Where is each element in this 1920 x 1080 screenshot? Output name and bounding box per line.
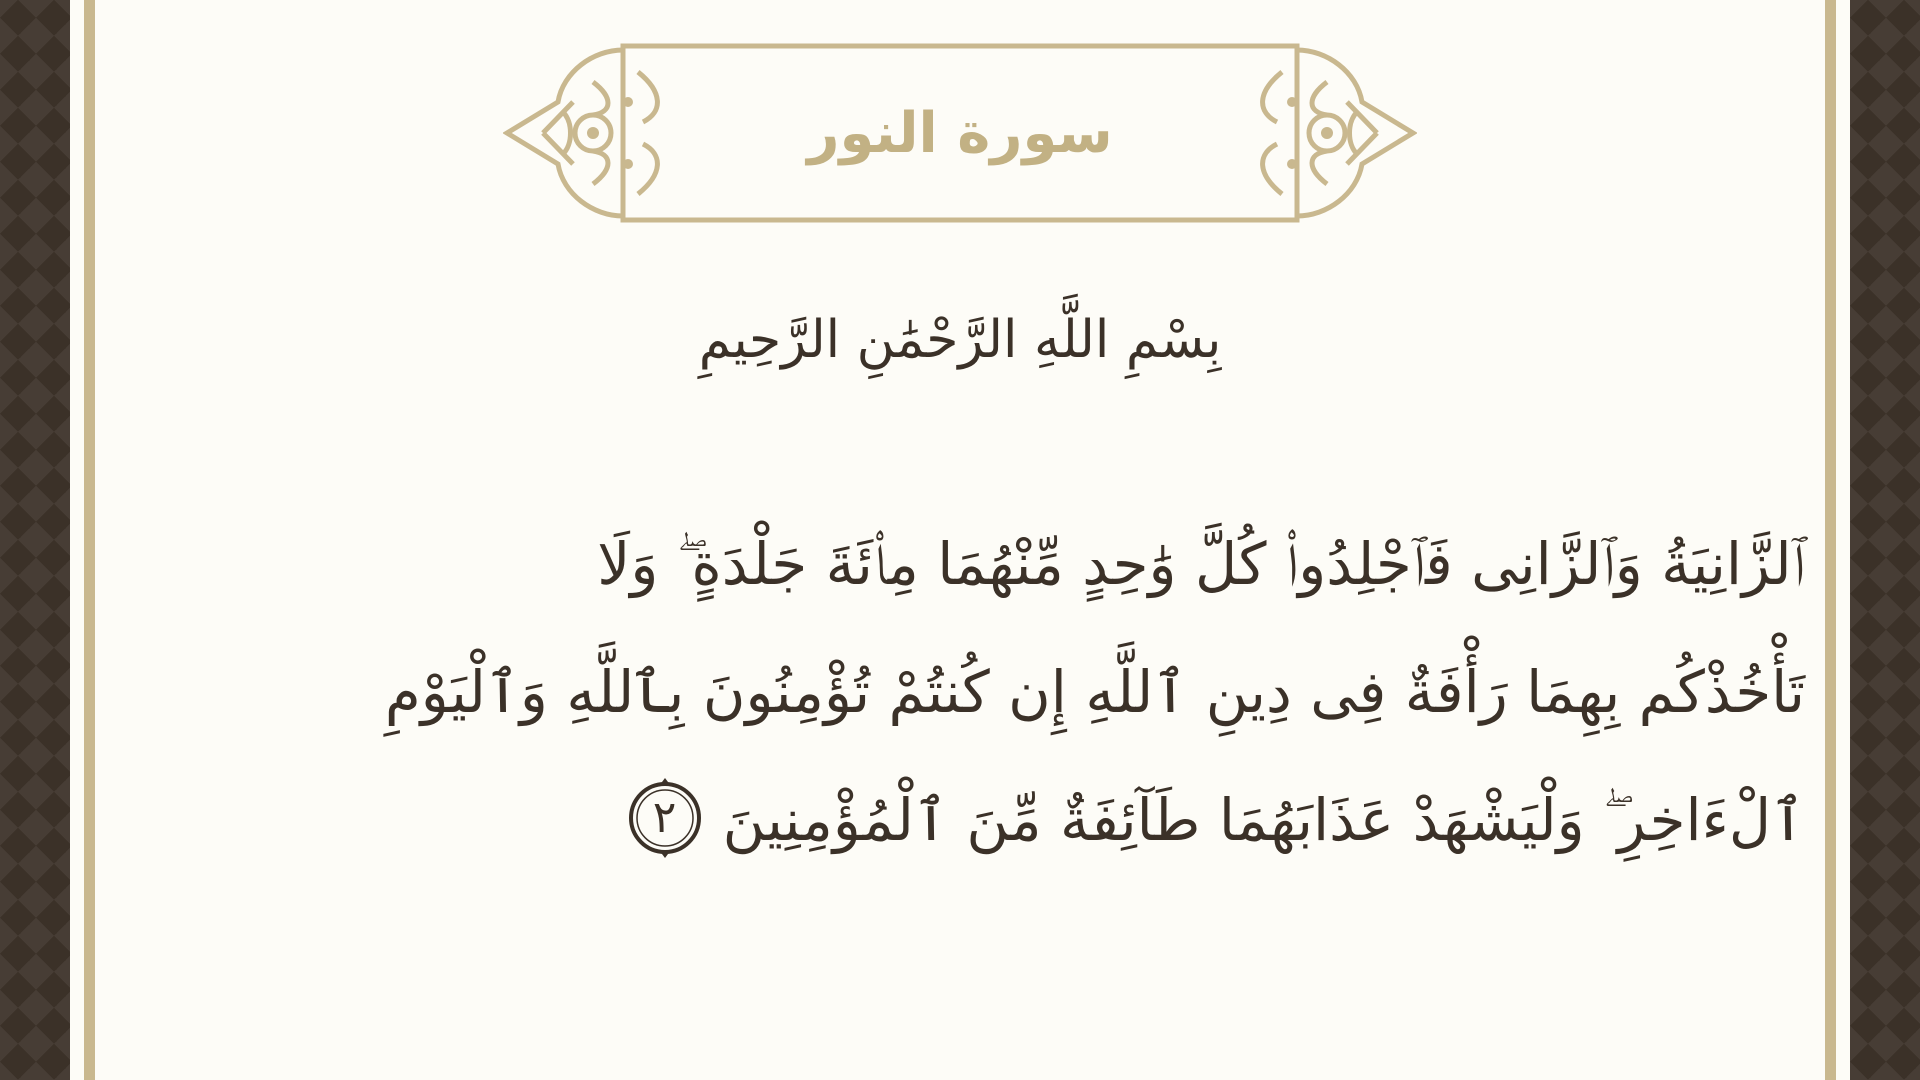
basmala: بِسْمِ اللَّهِ الرَّحْمَٰنِ الرَّحِيمِ: [698, 310, 1222, 370]
right-gold-line: [1825, 0, 1836, 1080]
ayah-end-marker-icon: [625, 778, 705, 858]
ayah-number: ٢: [652, 791, 677, 843]
verse-text: [350, 500, 1805, 884]
left-pattern-border: [0, 0, 70, 1080]
surah-title-frame: [503, 42, 1417, 224]
verse-line-1: ٱلزَّانِيَةُ وَٱلزَّانِى فَٱجْلِدُوا۟ كُلَّ وَٰحِدٍ مِّنْهُمَا مِا۟ئَةَ جَلْدَةٍ ۖ وَلَا: [597, 530, 1805, 598]
right-pattern-border: [1850, 0, 1920, 1080]
verse-line-3: [350, 756, 1805, 884]
left-gold-line: [84, 0, 95, 1080]
surah-title: سورة النور: [807, 100, 1113, 166]
verse-line-2: تَأْخُذْكُم بِهِمَا رَأْفَةٌ فِى دِينِ ٱللَّهِ إِن كُنتُمْ تُؤْمِنُونَ بِٱللَّهِ وَٱلْيَوْمِ: [384, 658, 1805, 726]
verse-line-3-text: ٱلْءَاخِرِ ۖ وَلْيَشْهَدْ عَذَابَهُمَا طَآئِفَةٌ مِّنَ ٱلْمُؤْمِنِينَ: [722, 786, 1805, 854]
